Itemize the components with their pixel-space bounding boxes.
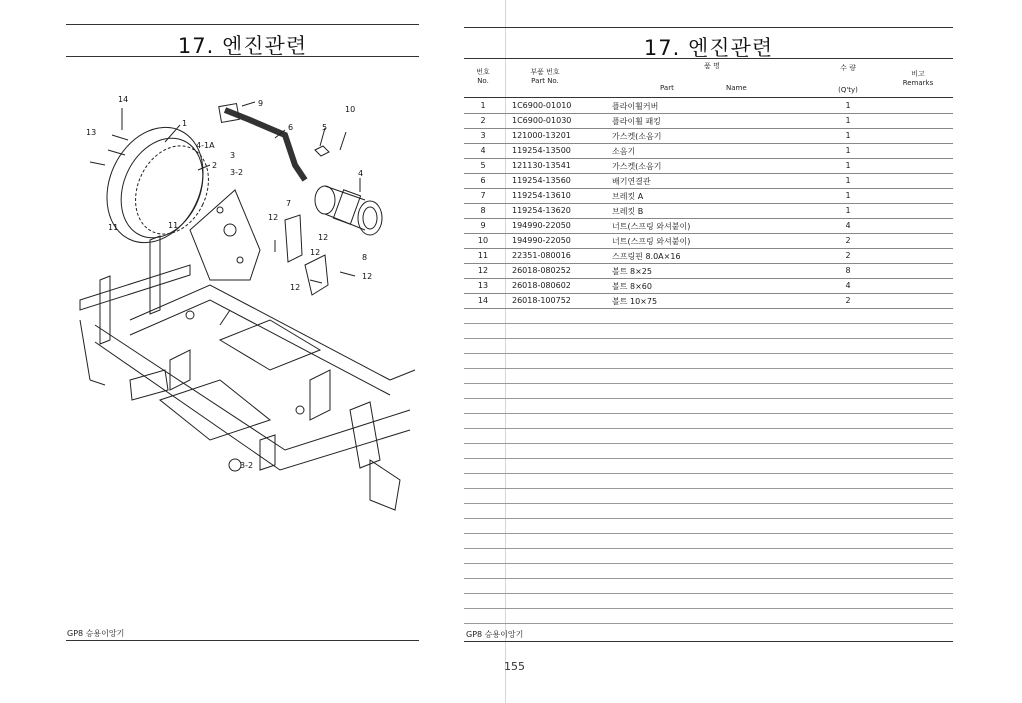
- empty-table-row: [464, 488, 953, 489]
- cell-qty: 1: [845, 191, 851, 200]
- empty-table-row: [464, 623, 953, 624]
- header-qty-ko: 수 량: [840, 64, 856, 72]
- header-remarks-en: Remarks: [902, 79, 934, 87]
- table-row: [464, 278, 953, 294]
- callout-12-e: 12: [310, 248, 321, 257]
- table-row: [464, 218, 953, 234]
- callout-4: 4: [358, 169, 364, 178]
- header-remarks: [890, 70, 946, 88]
- cell-no: 9: [480, 221, 486, 230]
- callout-3-2: 3-2: [230, 168, 244, 177]
- cell-part-no: 121130-13541: [512, 161, 571, 170]
- header-part-ko: 부품 번호: [530, 68, 560, 76]
- cell-no: 13: [477, 281, 489, 290]
- header-rule-bottom-right: [464, 58, 953, 59]
- page-number: 155: [504, 660, 525, 673]
- cell-no: 3: [480, 131, 486, 140]
- header-name-ko: 품 명: [704, 62, 720, 70]
- exploded-parts-diagram: [70, 80, 420, 535]
- cell-no: 1: [480, 101, 486, 110]
- table-row: [464, 203, 953, 219]
- cell-name: 브레킷 B: [612, 207, 644, 216]
- cell-name: 너트(스프링 와셔붙이): [612, 237, 691, 246]
- cell-part-no: 119254-13610: [512, 191, 571, 200]
- cell-qty: 4: [845, 221, 851, 230]
- cell-part-no: 26018-100752: [512, 296, 571, 305]
- cell-no: 2: [480, 116, 486, 125]
- header-name: [612, 62, 812, 71]
- empty-table-row: [464, 443, 953, 444]
- header-qty: [824, 64, 872, 73]
- table-row: [464, 263, 953, 279]
- cell-name: 배기연결관: [612, 177, 651, 186]
- empty-table-row: [464, 563, 953, 564]
- cell-part-no: 194990-22050: [512, 236, 571, 245]
- callout-12-a: 12: [268, 213, 279, 222]
- table-row: [464, 128, 953, 144]
- callout-3-2-b: 3-2: [240, 461, 254, 470]
- cell-name: 볼트 10×75: [612, 297, 658, 306]
- cell-name: 너트(스프링 와셔붙이): [612, 222, 691, 231]
- header-part-en: Part No.: [531, 77, 559, 85]
- cell-no: 5: [480, 161, 486, 170]
- empty-table-row: [464, 503, 953, 504]
- table-row: [464, 248, 953, 264]
- cell-name: 플라이휠 패킹: [612, 117, 661, 126]
- callout-2: 2: [212, 161, 218, 170]
- empty-table-row: [464, 353, 953, 354]
- callout-12-b: 12: [318, 233, 329, 242]
- cell-no: 10: [477, 236, 489, 245]
- cell-no: 6: [480, 176, 486, 185]
- cell-qty: 2: [845, 296, 851, 305]
- cell-part-no: 22351-080016: [512, 251, 571, 260]
- cell-qty: 1: [845, 101, 851, 110]
- cell-name: 볼트 8×25: [612, 267, 652, 276]
- cell-part-no: 194990-22050: [512, 221, 571, 230]
- header-no-ko: 번호: [476, 68, 490, 76]
- callout-12-d: 12: [290, 283, 301, 292]
- cell-qty: 1: [845, 176, 851, 185]
- cell-no: 14: [477, 296, 489, 305]
- cell-part-no: 121000-13201: [512, 131, 571, 140]
- empty-table-row: [464, 338, 953, 339]
- callout-3: 3: [230, 151, 236, 160]
- mounting-plate-shape: [190, 190, 260, 280]
- cell-no: 8: [480, 206, 486, 215]
- callout-14: 14: [118, 95, 129, 104]
- empty-table-row: [464, 608, 953, 609]
- empty-table-row: [464, 323, 953, 324]
- cell-qty: 8: [845, 266, 851, 275]
- flywheel-cover-shape: [89, 112, 221, 259]
- empty-table-row: [464, 473, 953, 474]
- cell-name: 스프링핀 8.0A×16: [612, 252, 681, 261]
- cell-qty: 1: [845, 146, 851, 155]
- table-row: [464, 98, 953, 114]
- cell-name: 플라이휠커버: [612, 102, 659, 111]
- empty-table-row: [464, 383, 953, 384]
- empty-table-row: [464, 578, 953, 579]
- table-row: [464, 233, 953, 249]
- cell-name: 가스켓(소음기: [612, 162, 662, 171]
- callout-9: 9: [258, 99, 264, 108]
- cell-name: 가스켓(소음기: [612, 132, 662, 141]
- cell-part-no: 119254-13620: [512, 206, 571, 215]
- cell-part-no: 26018-080252: [512, 266, 571, 275]
- header-part-no: [510, 68, 580, 86]
- header-rule-top: [66, 24, 419, 25]
- cell-qty: 1: [845, 161, 851, 170]
- callout-13: 13: [86, 128, 97, 137]
- table-row: [464, 113, 953, 129]
- header-name-en-part: Part: [660, 84, 674, 92]
- header-qty-en: (Q'ty): [838, 86, 858, 94]
- page-title-right: 17. 엔진관련: [643, 36, 774, 60]
- cell-name: 브레킷 A: [612, 192, 644, 201]
- cell-no: 4: [480, 146, 486, 155]
- cell-part-no: 119254-13560: [512, 176, 571, 185]
- header-remarks-ko: 비고: [911, 70, 925, 78]
- empty-table-row: [464, 533, 953, 534]
- empty-table-row: [464, 458, 953, 459]
- footer-rule-right: [464, 641, 953, 642]
- cell-name: 소음기: [612, 147, 636, 156]
- cell-qty: 1: [845, 131, 851, 140]
- callout-4-1a: 4-1A: [196, 141, 215, 150]
- callout-1: 1: [182, 119, 188, 128]
- cell-qty: 2: [845, 251, 851, 260]
- cell-part-no: 119254-13500: [512, 146, 571, 155]
- left-page: [0, 0, 506, 703]
- header-name-en-name: Name: [726, 84, 747, 92]
- header-no: [464, 68, 502, 86]
- cell-no: 7: [480, 191, 486, 200]
- header-no-en: No.: [477, 77, 489, 85]
- cell-part-no: 1C6900-01030: [512, 116, 572, 125]
- callout-7: 7: [286, 199, 292, 208]
- cell-qty: 1: [845, 116, 851, 125]
- cell-name: 볼트 8×60: [612, 282, 652, 291]
- table-row: [464, 173, 953, 189]
- empty-table-row: [464, 593, 953, 594]
- header-rule-top-right: [464, 27, 953, 28]
- footer-label-left: GP8 승용이앙기: [67, 629, 125, 638]
- empty-table-row: [464, 428, 953, 429]
- table-row: [464, 143, 953, 159]
- callout-11-b: 11: [168, 221, 179, 230]
- table-row: [464, 293, 953, 309]
- cell-part-no: 26018-080602: [512, 281, 571, 290]
- cell-qty: 2: [845, 236, 851, 245]
- cell-no: 12: [477, 266, 489, 275]
- callout-10: 10: [345, 105, 356, 114]
- callout-8: 8: [362, 253, 368, 262]
- muffler-shape: [315, 186, 382, 235]
- empty-table-row: [464, 518, 953, 519]
- header-rule-bottom: [66, 56, 419, 57]
- callout-5: 5: [322, 123, 328, 132]
- table-row: [464, 188, 953, 204]
- diagram-svg: [70, 80, 420, 535]
- cell-no: 11: [477, 251, 489, 260]
- table-row: [464, 158, 953, 174]
- page-title-left: 17. 엔진관련: [177, 34, 308, 58]
- callout-11-a: 11: [108, 223, 119, 232]
- footer-label-right: GP8 승용이앙기: [466, 630, 524, 639]
- cell-qty: 4: [845, 281, 851, 290]
- footer-rule-left: [66, 640, 419, 641]
- empty-table-row: [464, 413, 953, 414]
- empty-table-row: [464, 398, 953, 399]
- callout-6: 6: [288, 123, 294, 132]
- empty-table-row: [464, 368, 953, 369]
- empty-table-row: [464, 548, 953, 549]
- callout-12-c: 12: [362, 272, 373, 281]
- cell-part-no: 1C6900-01010: [512, 101, 572, 110]
- cell-qty: 1: [845, 206, 851, 215]
